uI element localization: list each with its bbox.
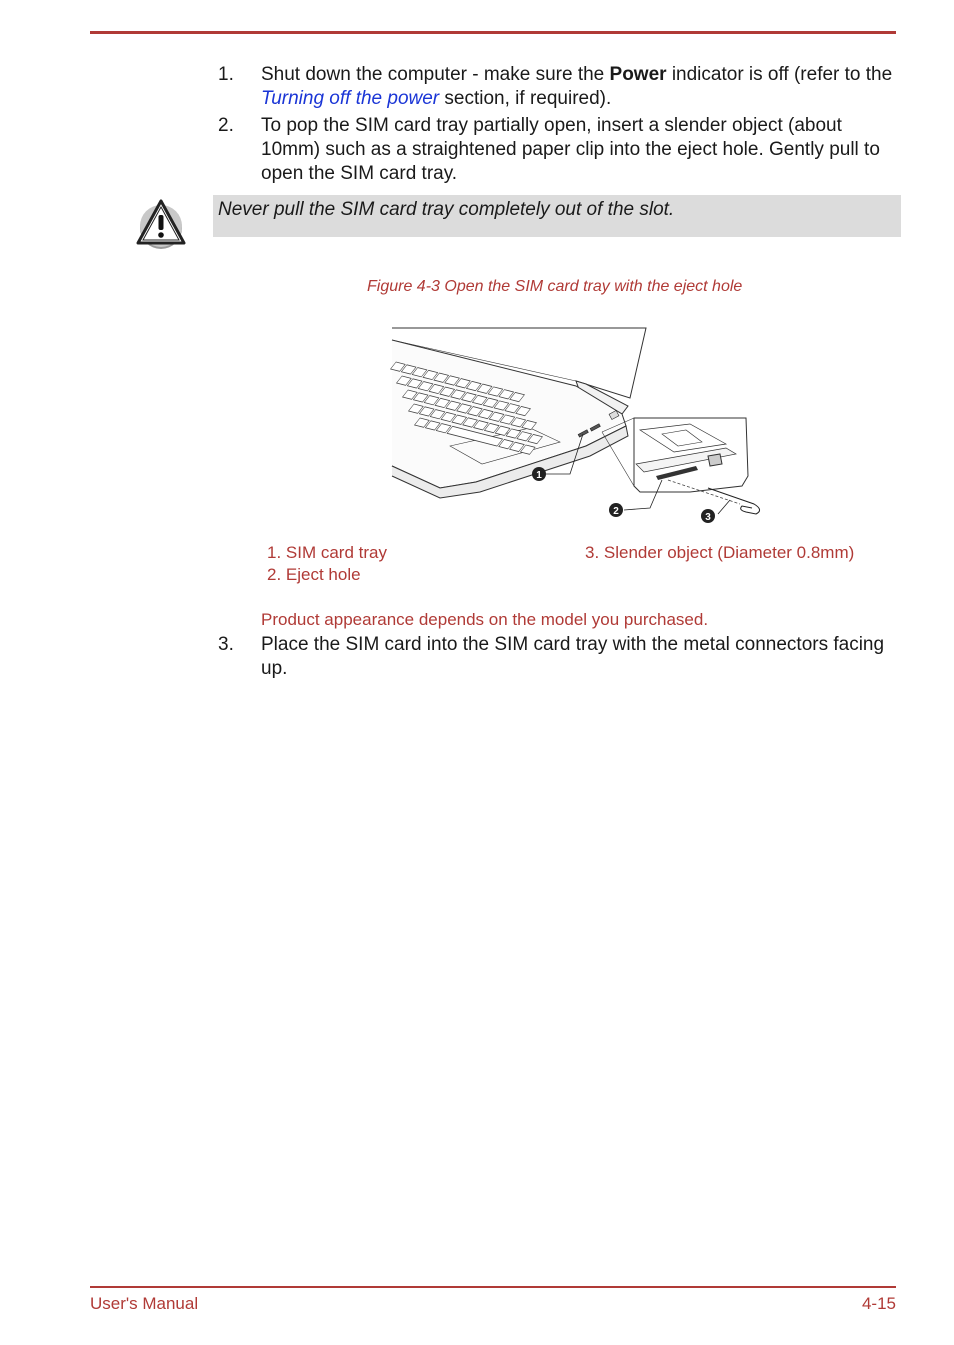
step-number: 3. (218, 634, 234, 655)
warning-box (213, 195, 901, 237)
legend-item-sim-card-tray: 1. SIM card tray (267, 543, 387, 562)
step-number: 2. (218, 115, 234, 136)
step-text (261, 63, 898, 111)
legend-item-eject-hole: 2. Eject hole (267, 565, 361, 584)
callout-2-number: 2 (613, 506, 619, 517)
step-2 (218, 114, 898, 186)
turning-off-power-link[interactable]: Turning off the power (261, 88, 440, 109)
step-text-part: Shut down the computer - make sure the (261, 64, 610, 85)
footer-manual-title: User's Manual (90, 1294, 199, 1313)
step-text: Place the SIM card into the SIM card tray with the metal connectors facing up. (261, 634, 885, 679)
power-term: Power (609, 64, 667, 85)
product-appearance-note: Product appearance depends on the model you purchased. (261, 610, 709, 629)
step-text: To pop the SIM card tray partially open, insert a slender object (about 10mm) such as a straightened paper clip into the eject hole. Gently pull to open the SIM card tray. (261, 115, 880, 184)
step-3 (218, 633, 898, 681)
step-text-part: indicator is off (refer to the (666, 64, 893, 85)
step-number: 1. (218, 64, 234, 85)
step-1 (218, 63, 898, 111)
header-rule (90, 31, 896, 34)
figure-caption: Figure 4-3 Open the SIM card tray with the eject hole (367, 278, 743, 295)
warning-text: Never pull the SIM card tray completely out of the slot. (218, 199, 675, 220)
laptop-sim-tray-illustration (390, 326, 770, 531)
step-text-part: section, if required). (439, 88, 612, 109)
callout-1-number: 1 (536, 470, 542, 481)
callout-3-number: 3 (705, 512, 711, 523)
legend-item-slender-object: 3. Slender object (Diameter 0.8mm) (585, 543, 855, 562)
caution-triangle-icon (136, 198, 186, 255)
callout-2 (609, 503, 623, 517)
callout-3 (701, 509, 715, 523)
footer-rule (90, 1286, 896, 1288)
footer-page-number: 4-15 (861, 1294, 896, 1313)
callout-1 (532, 467, 546, 481)
